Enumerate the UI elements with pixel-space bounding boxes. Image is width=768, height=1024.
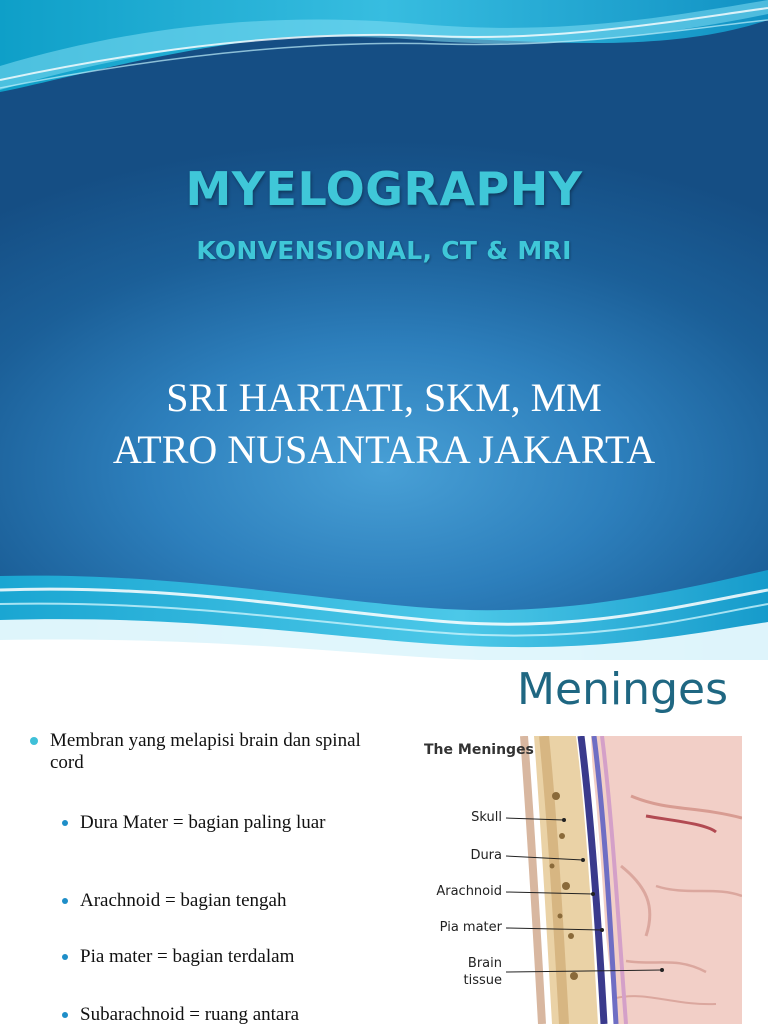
sub-bullet-text: Subarachnoid = ruang antara (80, 1004, 300, 1024)
bullet-dot (62, 1012, 68, 1018)
label-skull: Skull (471, 810, 502, 825)
label-arachnoid: Arachnoid (436, 884, 502, 899)
figure-title: The Meninges (424, 742, 534, 758)
label-pia-mater: Pia mater (439, 920, 502, 935)
meninges-slide (0, 660, 768, 1024)
label-tissue: tissue (463, 973, 502, 988)
bullet-item (30, 730, 380, 774)
bullet-dot (30, 737, 38, 745)
author-institution: ATRO NUSANTARA JAKARTA (112, 427, 656, 472)
slide-heading: Meninges (517, 664, 728, 715)
bullet-text: Membran yang melapisi brain dan spinal cord (50, 730, 361, 773)
sub-bullet-item (60, 946, 350, 968)
sub-bullet-item (60, 890, 350, 912)
author-block (0, 372, 768, 476)
label-dura: Dura (470, 848, 502, 863)
slide-title: MYELOGRAPHY (185, 162, 583, 216)
sub-bullet-text: Arachnoid = bagian tengah (80, 890, 287, 911)
sub-bullet-item (60, 812, 350, 834)
sub-bullet-item (60, 1004, 350, 1024)
meninges-illustration (416, 736, 742, 1024)
sub-bullet-text: Dura Mater = bagian paling luar (80, 812, 326, 833)
bullet-dot (62, 898, 68, 904)
bullet-dot (62, 820, 68, 826)
slide-subtitle: KONVENSIONAL, CT & MRI (196, 236, 572, 265)
sub-bullet-text: Pia mater = bagian terdalam (80, 946, 295, 967)
bullet-dot (62, 954, 68, 960)
author-name: SRI HARTATI, SKM, MM (166, 375, 602, 420)
label-brain: Brain (467, 956, 502, 971)
